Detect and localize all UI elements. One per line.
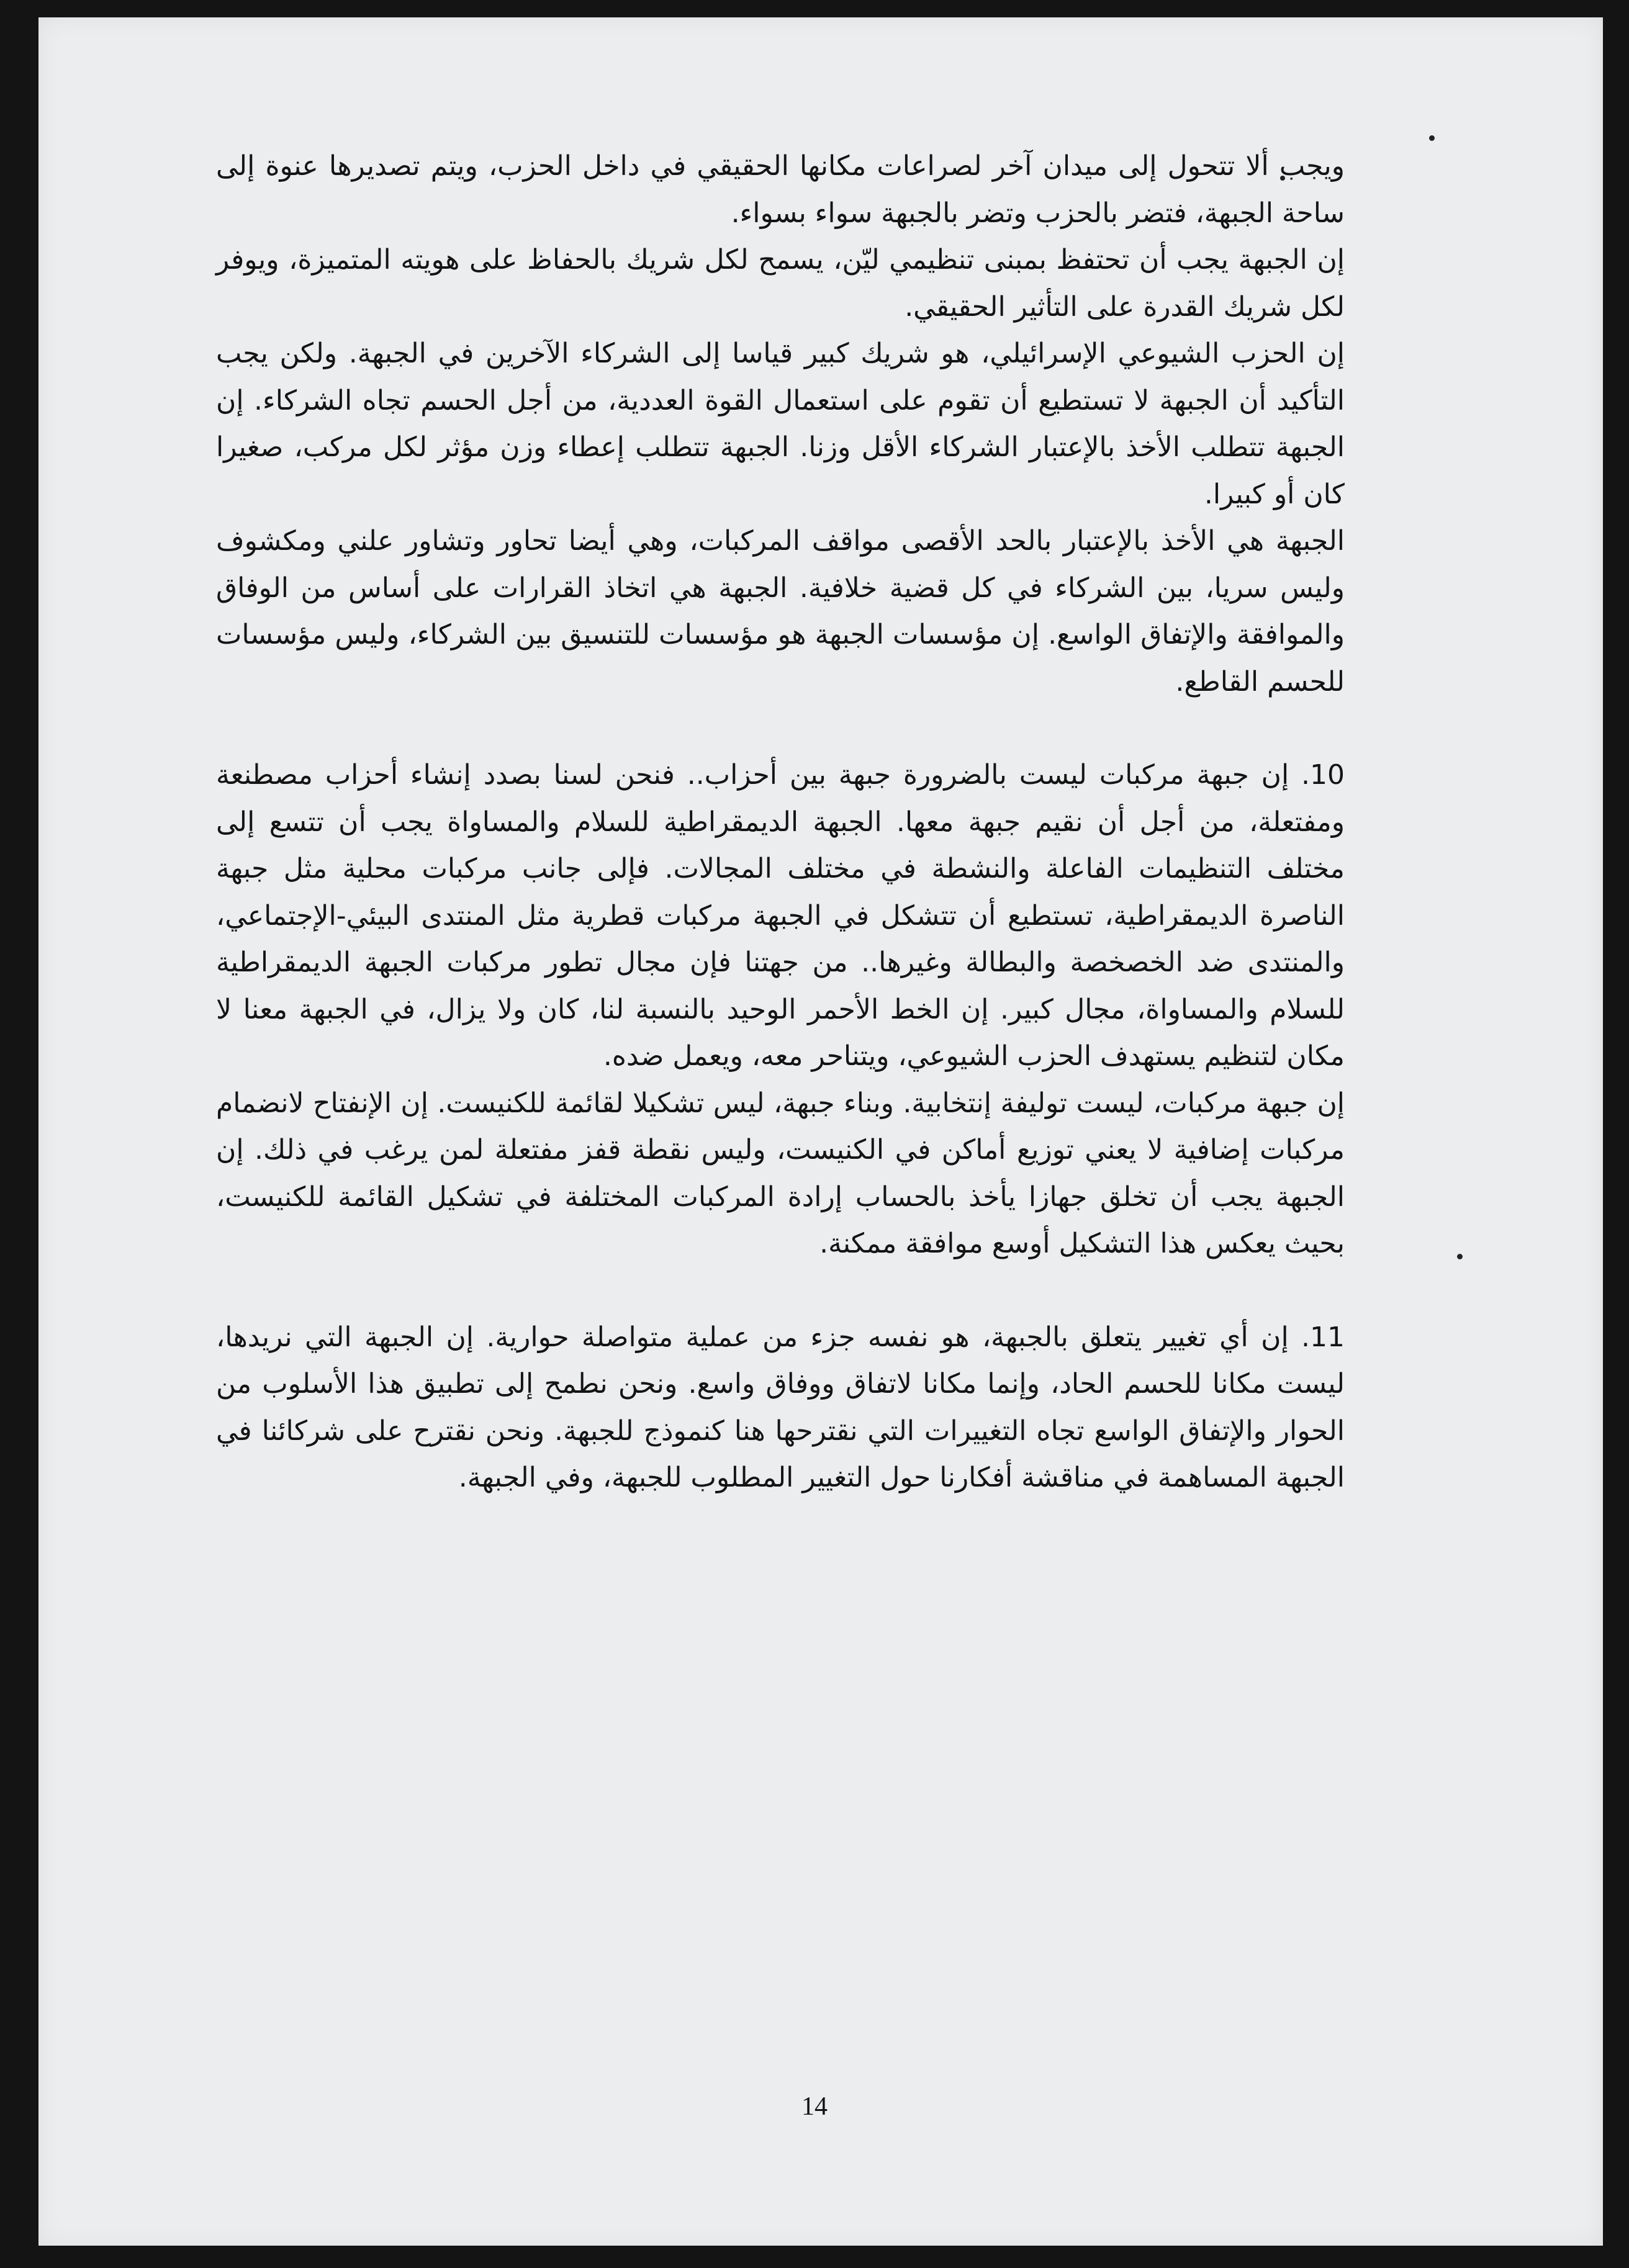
paper-speck (1429, 135, 1435, 141)
paragraph: إن الجبهة يجب أن تحتفظ بمبنى تنظيمي ليّن، يسمح لكل شريك بالحفاظ على هويته المتميزة، ويوفر لكل شريك القدرة على التأثير الحقيقي. (216, 244, 1345, 323)
section-gap (216, 705, 1345, 752)
paragraph: إن الحزب الشيوعي الإسرائيلي، هو شريك كبير قياسا إلى الشركاء الآخرين في الجبهة. ولكن يجب التأكيد أن الجبهة لا تستطيع أن تقوم على استعمال القوة العددية، من أجل الحسم تجاه الشركاء. إن الجبهة تتطلب الأخذ بالإعتبار الشركاء الأقل وزنا. الجبهة تتطلب إعطاء وزن مؤثر لكل مركب، صغيرا كان أو كبيرا. (216, 338, 1345, 510)
paragraph: إن جبهة مركبات، ليست توليفة إنتخابية. وبناء جبهة، ليس تشكيلا لقائمة للكنيست. إن الإنفتاح لانضمام مركبات إضافية لا يعني توزيع أماكن في الكنيست، وليس نقطة قفز مفتعلة لمن يرغب في ذلك. إن الجبهة يجب أن تخلق جهازا يأخذ بالحساب إرادة المركبات المختلفة في تشكيل القائمة للكنيست، بحيث يعكس هذا التشكيل أوسع موافقة ممكنة. (216, 1087, 1345, 1259)
numbered-paragraph-11: 11. إن أي تغيير يتعلق بالجبهة، هو نفسه جزء من عملية متواصلة حوارية. إن الجبهة التي نريدها، ليست مكانا للحسم الحاد، وإنما مكانا لاتفاق ووفاق واسع. ونحن نطمح إلى تطبيق هذا الأسلوب من الحوار والإتفاق الواسع تجاه التغييرات التي نقترحها هنا كنموذج للجبهة. ونحن نقترح على شركائنا في الجبهة المساهمة في مناقشة أفكارنا حول التغيير المطلوب للجبهة، وفي الجبهة. (216, 1321, 1345, 1493)
page-number: 14 (801, 2092, 828, 2121)
paragraph: الجبهة هي الأخذ بالإعتبار بالحد الأقصى مواقف المركبات، وهي أيضا تحاور وتشاور علني ومكشوف وليس سريا، بين الشركاء في كل قضية خلافية. الجبهة هي اتخاذ القرارات على أساس من الوفاق والموافقة والإتفاق الواسع. إن مؤسسات الجبهة هو مؤسسات للتنسيق بين الشركاء، وليس مؤسسات للحسم القاطع. (216, 525, 1345, 698)
numbered-paragraph-10: 10. إن جبهة مركبات ليست بالضرورة جبهة بين أحزاب.. فنحن لسنا بصدد إنشاء أحزاب مصطنعة ومفتعلة، من أجل أن نقيم جبهة معها. الجبهة الديمقراطية للسلام والمساواة يجب أن تتسع إلى مختلف التنظيمات الفاعلة والنشطة في مختلف المجالات. فإلى جانب مركبات محلية مثل جبهة الناصرة الديمقراطية، تستطيع أن تتشكل في الجبهة مركبات قطرية مثل المنتدى البيئي-الإجتماعي، والمنتدى ضد الخصخصة والبطالة وغيرها.. من جهتنا فإن مجال تطور مركبات الجبهة الديمقراطية للسلام والمساواة، مجال كبير. إن الخط الأحمر الوحيد بالنسبة لنا، كان ولا يزال، في الجبهة معنا لا مكان لتنظيم يستهدف الحزب الشيوعي، ويتناحر معه، ويعمل ضده. (216, 759, 1345, 1072)
paper-speck (1457, 1254, 1463, 1259)
document-body (216, 143, 1345, 1501)
section-gap (216, 1267, 1345, 1314)
paragraph: ويجب ألا تتحول إلى ميدان آخر لصراعات مكانها الحقيقي في داخل الحزب، ويتم تصديرها عنوة إلى ساحة الجبهة، فتضر بالحزب وتضر بالجبهة سواء بسواء. (216, 150, 1345, 229)
